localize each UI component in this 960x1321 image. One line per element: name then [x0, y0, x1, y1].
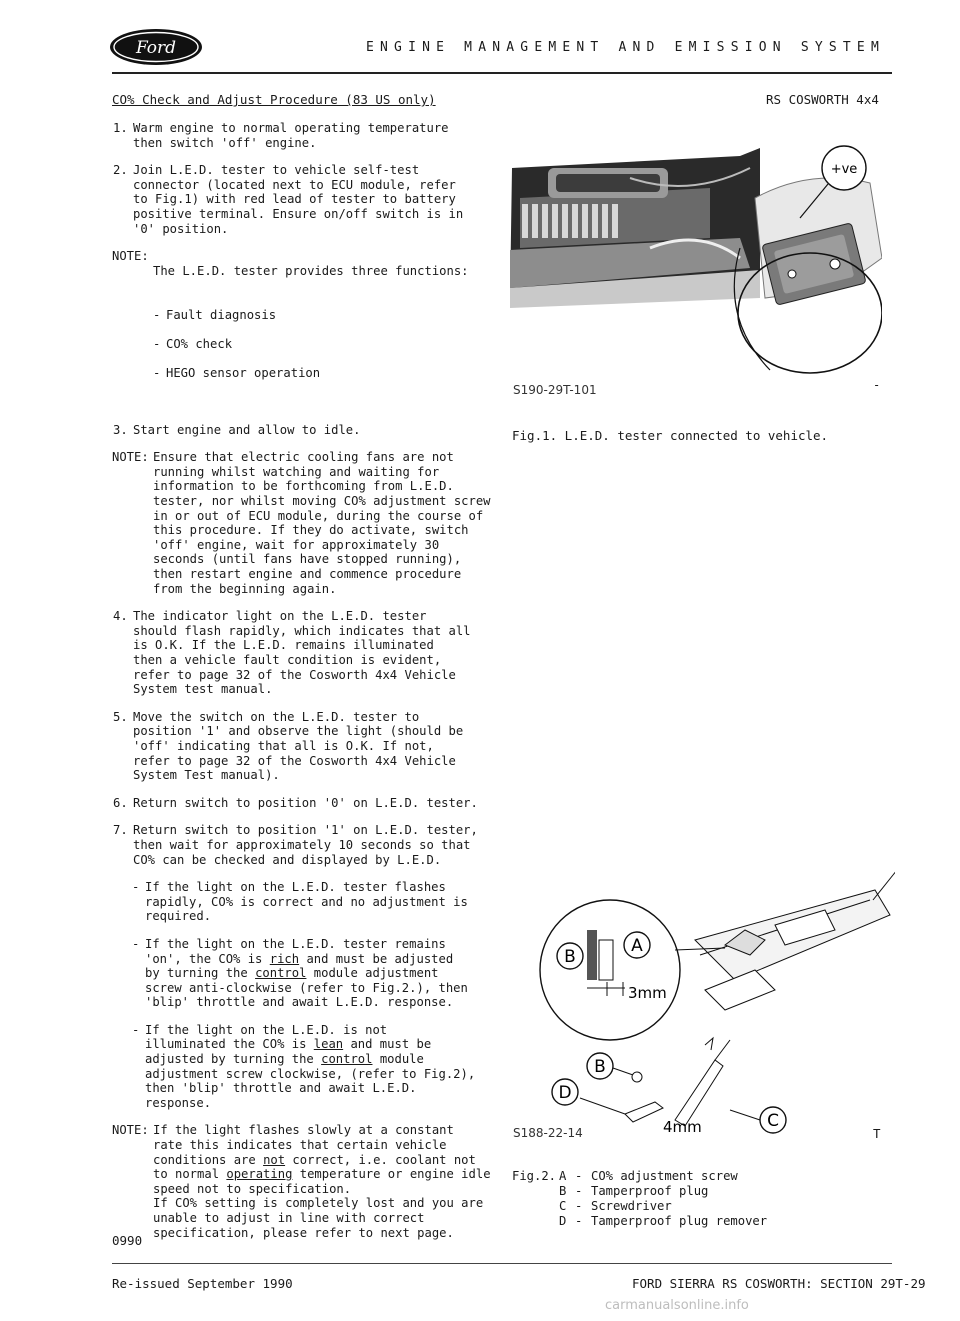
legend-row: D - Tamperproof plug remover [559, 1214, 768, 1228]
svg-text:3mm: 3mm [628, 984, 667, 1002]
header-title: ENGINE MANAGEMENT AND EMISSION SYSTEM [366, 40, 885, 55]
step-number: 3. [113, 422, 128, 437]
fig2-reference-code: S188-22-14 [513, 1126, 583, 1140]
sub-step-rich: - If the light on the L.E.D. tester remains 'on', the CO% is rich and must be adjusted by turning the control module adjustment screw anti-clockwise (refer to Fig.2.), then 'blip' throttle and await L.E.D. response. [132, 937, 507, 1010]
step-text: The indicator light on the L.E.D. tester should flash rapidly, which indicates that all is O.K. If the L.E.D. remains illuminated then a vehicle fault condition is evident, refer to page 32 of the Cosworth 4x4 Vehicle System test manual. [133, 609, 471, 697]
sub-step-text: If the light on the L.E.D. is not illuminated the CO% is lean and must be adjusted by turning the control module adjustment screw clockwise, (refer to Fig.2), then 'blip' throttle and await L.E.D. response. [145, 1022, 476, 1110]
sub-step-text: If the light on the L.E.D. tester remains 'on', the CO% is rich and must be adjusted by turning the control module adjustment screw anti-clockwise (refer to Fig.2.), then 'blip' throttle and await L.E.D. response. [145, 936, 468, 1010]
callout-d: D [558, 1083, 572, 1103]
step-number: 6. [113, 795, 128, 810]
callout-b2: B [594, 1057, 606, 1077]
note-text: If the light flashes slowly at a constant rate this indicates that certain vehicle conditions are not correct, i.e. coolant not to normal operating temperature or engine idle speed not to specification. If CO% setting is completely lost and you are unable to adjust in line with correct specification, please refer to next page. [153, 1123, 491, 1240]
step-number: 5. [113, 709, 128, 724]
callout-b: B [564, 947, 576, 967]
fig1-tester-photo [510, 138, 882, 408]
logo-text: Ford [135, 38, 177, 58]
note-label: NOTE: [112, 1123, 149, 1138]
footer-section: FORD SIERRA RS COSWORTH: SECTION 29T-29 [632, 1276, 926, 1291]
sub-step-lean: - If the light on the L.E.D. is not illuminated the CO% is lean and must be adjusted by turning the control module adjustment screw clockwise, (refer to Fig.2), then 'blip' throttle and await L.E.D. response. [132, 1023, 507, 1111]
legend-prefix: Fig.2. [512, 1169, 557, 1183]
sub-step-text: If the light on the L.E.D. tester flashes rapidly, CO% is correct and no adjustment is required. [145, 880, 468, 924]
sub-step-flashes: - If the light on the L.E.D. tester flashes rapidly, CO% is correct and no adjustment is required. [132, 880, 507, 924]
list-item: - Fault diagnosis [153, 307, 277, 322]
positive-terminal-label: +ve [830, 162, 858, 177]
list-item: - HEGO sensor operation [153, 365, 321, 380]
step-1 [112, 121, 507, 150]
fig1-caption: Fig.1. L.E.D. tester connected to vehicle. [512, 428, 829, 443]
fig2-adjustment-diagram [525, 870, 895, 1150]
step-number: 4. [113, 609, 128, 624]
ford-logo [108, 27, 204, 67]
step-number: 2. [113, 163, 128, 178]
fig2-page-mark: T [873, 1126, 881, 1141]
step-4 [112, 609, 507, 697]
note-functions [112, 249, 507, 410]
step-number: 7. [113, 823, 128, 838]
note-text: Ensure that electric cooling fans are not running whilst watching and waiting for information to be forthcoming from L.E.D. tester, nor whilst moving CO% adjustment screw in or out of ECU module, during the course of this procedure. If they do activate, switch 'off' engine, wait for approximately 30 seconds (until fans have stopped running), then restart engine and commence procedure from the beginning again. [153, 450, 491, 596]
model-label: RS COSWORTH 4x4 [766, 92, 879, 107]
function-list [153, 293, 507, 395]
note-label: NOTE: [112, 249, 149, 264]
fig2-legend [512, 1169, 767, 1229]
step-text: Start engine and allow to idle. [133, 422, 361, 437]
note-cooling-fans [112, 450, 507, 596]
callout-c: C [767, 1111, 779, 1131]
step-3 [112, 423, 507, 438]
header-rule [112, 72, 892, 74]
step-text: Warm engine to normal operating temperature then switch 'off' engine. [133, 121, 449, 150]
step-5 [112, 710, 507, 783]
legend-row: Fig.2. A - CO% adjustment screw [512, 1169, 738, 1183]
note-slow-flash [112, 1123, 507, 1240]
watermark: carmanualsonline.info [605, 1298, 749, 1313]
fig1-reference-code: S190-29T-101 [513, 383, 597, 397]
footer-issue-date: Re-issued September 1990 [112, 1276, 293, 1291]
fig1-mark: - [873, 378, 881, 392]
callout-a: A [631, 936, 643, 956]
section-title: CO% Check and Adjust Procedure (83 US only) [112, 92, 436, 107]
step-text: Move the switch on the L.E.D. tester to position '1' and observe the light (should be 'off' indicating that all is O.K. If not, refer to page 32 of the Cosworth 4x4 Vehicle System Test manual). [133, 709, 464, 783]
legend-row: B - Tamperproof plug [559, 1184, 709, 1198]
step-6 [112, 796, 507, 811]
note-label: NOTE: [112, 450, 149, 465]
procedure-text [112, 121, 507, 1253]
step-text: Return switch to position '0' on L.E.D. tester. [133, 795, 478, 810]
list-item: - CO% check [153, 336, 233, 351]
svg-text:4mm: 4mm [663, 1118, 702, 1136]
note-intro: The L.E.D. tester provides three functions: [153, 263, 469, 278]
legend-row: C - Screwdriver [559, 1199, 672, 1213]
step-number: 1. [113, 121, 128, 135]
step-7 [112, 823, 507, 867]
footer-rule [112, 1263, 892, 1264]
step-2 [112, 163, 507, 236]
document-code: 0990 [112, 1233, 143, 1248]
step-text: Return switch to position '1' on L.E.D. tester, then wait for approximately 10 seconds so that CO% can be checked and displayed by L.E.D. [133, 823, 478, 867]
step-text: Join L.E.D. tester to vehicle self-test connector (located next to ECU module, refer to Fig.1) with red lead of tester to battery positive terminal. Ensure on/off switch is in '0' position. [133, 163, 464, 236]
